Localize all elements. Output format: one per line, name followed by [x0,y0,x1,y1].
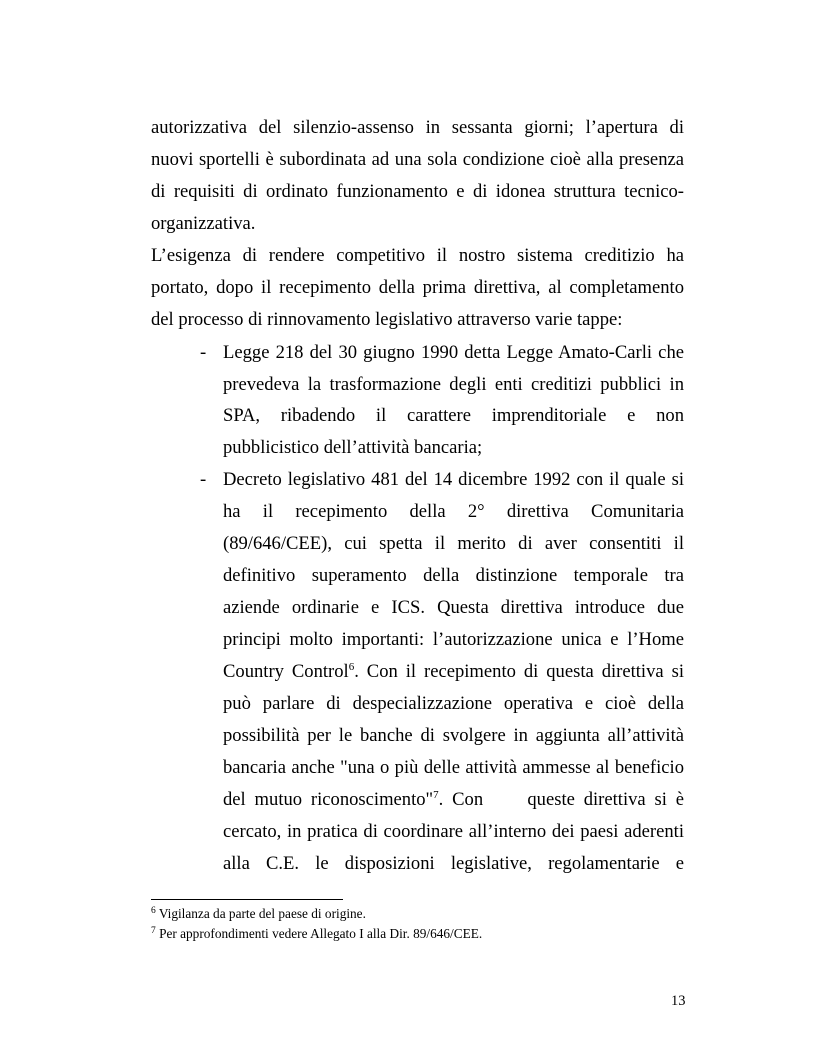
footnote-text: Per approfondimenti vedere Allegato I alla Dir. 89/646/CEE. [159,926,483,941]
line-text: del mutuo riconoscimento" [223,789,434,810]
body-line: L’esigenza di rendere competitivo il nostro sistema creditizio ha [151,245,684,266]
list-item-line: Decreto legislativo 481 del 14 dicembre 1992 con il quale si [223,469,684,490]
body-line: portato, dopo il recepimento della prima direttiva, al completamento [151,277,684,298]
list-bullet: - [200,469,207,490]
list-bullet: - [200,342,207,363]
line-text: . Con il recepimento di questa direttiva si [354,661,684,682]
list-item-line: Legge 218 del 30 giugno 1990 detta Legge Amato-Carli che [223,342,684,363]
body-line: organizzativa. [151,213,256,234]
body-line: del processo di rinnovamento legislativo attraverso varie tappe: [151,309,623,330]
list-item-line [223,789,684,811]
list-item-line: pubblicistico dell’attività bancaria; [223,437,483,458]
footnote-number: 6 [151,906,156,916]
footnote-number: 7 [151,926,156,936]
footnote-ref[interactable]: 6 [348,661,355,673]
list-item-line: principi molto importanti: l’autorizzazione unica e l’Home [223,629,684,650]
body-line: di requisiti di ordinato funzionamento e di idonea struttura tecnico- [151,181,684,202]
line-text: Country Control [223,661,349,682]
list-item-line: cercato, in pratica di coordinare all’interno dei paesi aderenti [223,821,684,842]
list-item-line: definitivo superamento della distinzione temporale tra [223,565,684,586]
list-item-line: (89/646/CEE), cui spetta il merito di aver consentiti il [223,533,684,554]
list-item-line: ha il recepimento della 2° direttiva Comunitaria [223,501,684,522]
footnote-ref[interactable]: 7 [433,789,439,801]
body-line: autorizzativa del silenzio-assenso in sessanta giorni; l’apertura di [151,117,684,138]
list-item-line: alla C.E. le disposizioni legislative, regolamentarie e [223,853,684,874]
page-number: 13 [671,993,686,1009]
list-item-line: bancaria anche "una o più delle attività ammesse al beneficio [223,757,684,778]
list-item-line: può parlare di despecializzazione operativa e cioè della [223,693,684,714]
body-line: nuovi sportelli è subordinata ad una sola condizione cioè alla presenza [151,149,684,170]
list-item-line [223,661,684,683]
footnote [151,926,482,942]
footnote [151,906,366,922]
line-text: . Con queste direttiva si è [438,789,684,810]
list-item-line: possibilità per le banche di svolgere in aggiunta all’attività [223,725,684,746]
footnote-text: Vigilanza da parte del paese di origine. [158,906,366,921]
list-item-line: SPA, ribadendo il carattere imprenditoriale e non [223,405,684,426]
list-item-line: aziende ordinarie e ICS. Questa direttiva introduce due [223,597,684,618]
list-item-line: prevedeva la trasformazione degli enti creditizi pubblici in [223,374,684,395]
footnote-separator [151,899,343,900]
